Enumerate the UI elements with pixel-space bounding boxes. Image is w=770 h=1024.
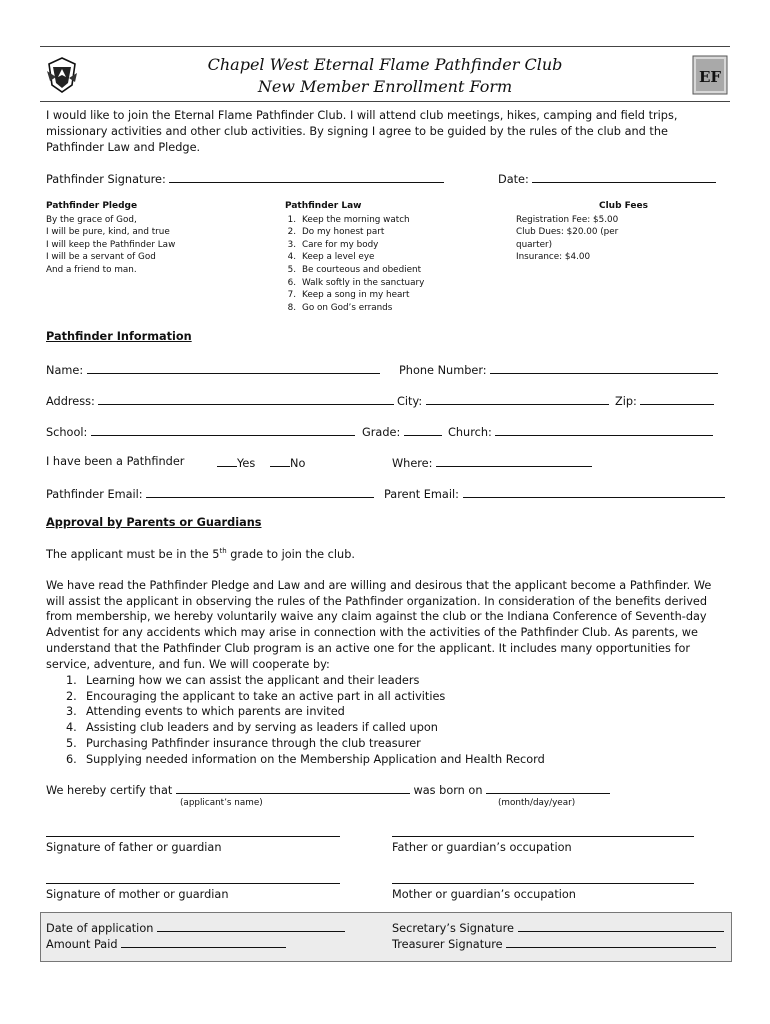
zip-row — [615, 393, 714, 408]
law-item: 6. Walk softly in the sanctuary — [287, 277, 425, 288]
pledge-heading: Pathfinder Pledge — [46, 201, 138, 211]
parent-email-field[interactable] — [463, 486, 725, 498]
pathfinder-info-heading: Pathfinder Information — [46, 330, 192, 343]
address-field[interactable] — [98, 393, 394, 405]
where-label: Where: — [392, 457, 433, 470]
grade-label: Grade: — [362, 426, 401, 439]
certify-row — [46, 782, 610, 797]
been-pathfinder-label: I have been a Pathfinder — [46, 455, 185, 468]
law-item: 7. Keep a song in my heart — [287, 290, 410, 301]
approval-heading: Approval by Parents or Guardians — [46, 516, 262, 529]
yes-option[interactable] — [217, 455, 255, 470]
form-title: Chapel West Eternal Flame Pathfinder Club — [207, 55, 563, 74]
parent-email-label: Parent Email: — [384, 488, 459, 501]
secretary-signature-row — [392, 920, 724, 935]
yes-blank[interactable] — [217, 455, 237, 467]
name-label: Name: — [46, 364, 84, 377]
form-subtitle: New Member Enrollment Form — [257, 77, 513, 96]
phone-label: Phone Number: — [399, 364, 487, 377]
fee-line: Insurance: $4.00 — [516, 252, 591, 263]
pathfinder-email-row — [46, 486, 374, 501]
pathfinder-email-field[interactable] — [146, 486, 374, 498]
address-row — [46, 393, 394, 408]
cooperation-list — [66, 673, 545, 767]
pledge-line: I will be pure, kind, and true — [46, 227, 170, 238]
fees-heading: Club Fees — [598, 201, 648, 211]
form-header — [40, 46, 730, 102]
father-signature-label: Signature of father or guardian — [46, 841, 222, 854]
secretary-signature-label: Secretary’s Signature — [392, 922, 514, 935]
city-field[interactable] — [426, 393, 609, 405]
law-heading: Pathfinder Law — [285, 201, 362, 211]
address-label: Address: — [46, 395, 95, 408]
law-item: 8. Go on God’s errands — [287, 302, 393, 313]
applicant-name-hint: (applicant’s name) — [180, 798, 263, 808]
birth-date-field[interactable] — [486, 782, 610, 794]
mother-occupation-field[interactable] — [392, 883, 694, 884]
applicant-name-field[interactable] — [176, 782, 410, 794]
law-item: 5. Be courteous and obedient — [287, 264, 422, 275]
church-row — [448, 424, 713, 439]
city-row — [397, 393, 609, 408]
grade-field[interactable] — [404, 424, 442, 436]
no-blank[interactable] — [270, 455, 290, 467]
consent-paragraph: We have read the Pathfinder Pledge and Law and are willing and desirous that the applicant become a Pathfinder. We will assist the applicant in observing the rules of the Pathfinder organization. In consideration of the benefits derived from membership, we hereby voluntarily waive any claim against the club or the Indiana Conference of Seventh-day Adventist for any accidents which may arise in connection with the activities of the Pathfinder Club. As parents, we understand that the Pathfinder Club program is an active one for the applicant. It includes many opportunities for service, adventure, and fun. We will cooperate by: — [46, 579, 712, 671]
pathfinder-email-label: Pathfinder Email: — [46, 488, 143, 501]
no-option[interactable] — [270, 455, 305, 470]
pathfinder-signature-label: Pathfinder Signature: — [46, 173, 166, 186]
pledge-line: I will keep the Pathfinder Law — [46, 239, 176, 250]
office-use-box — [40, 912, 732, 962]
club-fees — [516, 200, 648, 264]
no-label: No — [290, 457, 306, 470]
pathfinder-law — [270, 200, 424, 314]
school-label: School: — [46, 426, 88, 439]
list-item: 1. Learning how we can assist the applicant and their leaders — [66, 674, 420, 687]
birth-date-hint: (month/day/year) — [498, 798, 576, 808]
certify-label: We hereby certify that — [46, 784, 173, 797]
phone-row — [399, 362, 718, 377]
law-item: 2. Do my honest part — [287, 227, 385, 238]
father-signature-field[interactable] — [46, 836, 340, 837]
fee-line: Registration Fee: $5.00 — [516, 214, 619, 225]
list-item: 2. Encouraging the applicant to take an active part in all activities — [66, 689, 446, 703]
badge-text: EF — [698, 68, 722, 86]
pathfinder-signature-row — [46, 171, 444, 186]
pledge-line: I will be a servant of God — [46, 252, 156, 263]
date-field[interactable] — [532, 171, 716, 183]
grade-row — [362, 424, 442, 439]
name-field[interactable] — [87, 362, 380, 374]
born-on-label: was born on — [413, 784, 483, 797]
amount-paid-row — [46, 936, 286, 951]
list-item: 6. Supplying needed information on the Membership Application and Health Record — [66, 752, 545, 766]
parent-email-row — [384, 486, 725, 501]
zip-label: Zip: — [615, 395, 637, 408]
date-of-application-field[interactable] — [157, 920, 345, 932]
name-row — [46, 362, 380, 377]
pledge-line: And a friend to man. — [46, 264, 137, 275]
date-of-application-label: Date of application — [46, 922, 154, 935]
school-field[interactable] — [91, 424, 355, 436]
phone-field[interactable] — [490, 362, 718, 374]
where-row — [392, 455, 592, 470]
treasurer-signature-row — [392, 936, 716, 951]
school-row — [46, 424, 355, 439]
treasurer-signature-field[interactable] — [506, 936, 716, 948]
mother-signature-label: Signature of mother or guardian — [46, 888, 229, 901]
grade-requirement: The applicant must be in the 5th grade to join the club. — [46, 547, 355, 561]
law-item: 1. Keep the morning watch — [287, 214, 410, 225]
church-label: Church: — [448, 426, 492, 439]
mother-signature-field[interactable] — [46, 883, 340, 884]
ef-monogram-icon — [692, 55, 728, 95]
pathfinder-pledge — [46, 200, 175, 277]
treasurer-signature-label: Treasurer Signature — [392, 938, 503, 951]
law-item: 4. Keep a level eye — [287, 252, 375, 263]
zip-field[interactable] — [640, 393, 714, 405]
city-label: City: — [397, 395, 423, 408]
date-label: Date: — [498, 173, 529, 186]
date-of-application-row — [46, 920, 345, 935]
pathfinder-signature-field[interactable] — [169, 171, 444, 183]
list-item: 3. Attending events to which parents are invited — [66, 705, 345, 719]
fee-line: Club Dues: $20.00 (per quarter) — [516, 227, 619, 250]
father-occupation-field[interactable] — [392, 836, 694, 837]
list-item: 4. Assisting club leaders and by serving as leaders if called upon — [66, 721, 438, 735]
law-item: 3. Care for my body — [287, 239, 379, 250]
amount-paid-field[interactable] — [121, 936, 286, 948]
intro-paragraph: I would like to join the Eternal Flame Pathfinder Club. I will attend club meetings, hikes, camping and field trips, missionary activities and other club activities. By signing I agree to be guided by the rules of the club and the Pathfinder Law and Pledge. — [46, 109, 678, 154]
father-occupation-label: Father or guardian’s occupation — [392, 841, 572, 854]
secretary-signature-field[interactable] — [518, 920, 724, 932]
list-item: 5. Purchasing Pathfinder insurance through the club treasurer — [66, 736, 421, 750]
where-field[interactable] — [436, 455, 592, 467]
date-row — [498, 171, 716, 186]
mother-occupation-label: Mother or guardian’s occupation — [392, 888, 576, 901]
yes-label: Yes — [237, 457, 256, 470]
church-field[interactable] — [495, 424, 713, 436]
amount-paid-label: Amount Paid — [46, 938, 118, 951]
pledge-line: By the grace of God, — [46, 214, 137, 225]
